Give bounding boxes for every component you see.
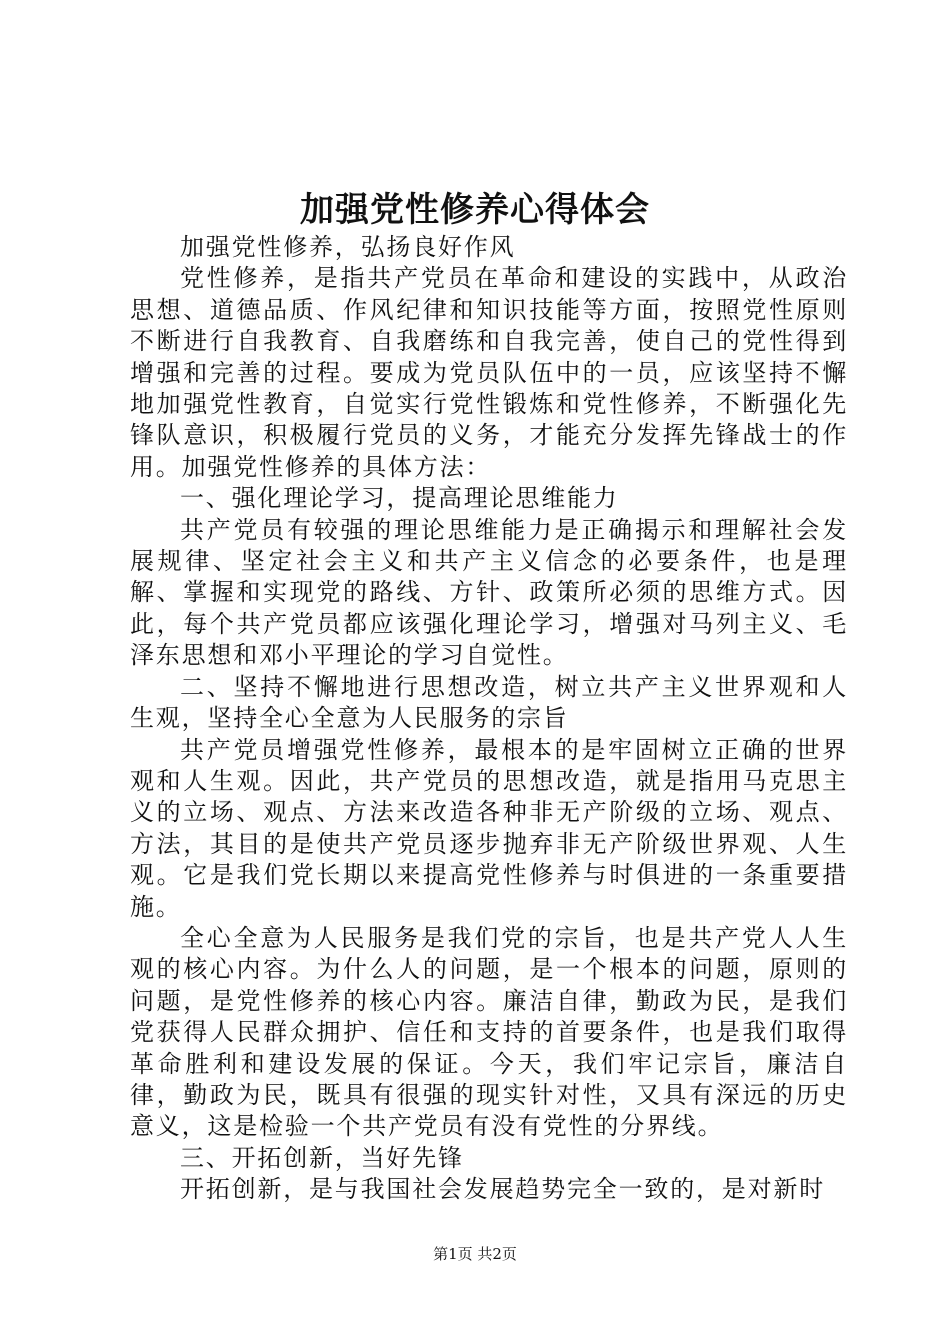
document-body xyxy=(130,232,848,1206)
paragraph-section-1: 共产党员有较强的理论思维能力是正确揭示和理解社会发展规律、坚定社会主义和共产主义信念的必要条件，也是理解、掌握和实现党的路线、方针、政策所必须的思维方式。因此，每个共产党员都应该强化理论学习，增强对马列主义、毛泽东思想和邓小平理论的学习自觉性。 xyxy=(130,515,848,670)
document-title: 加强党性修养心得体会 xyxy=(300,190,650,230)
page-footer: 第1页 共2页 xyxy=(433,1245,517,1263)
section-heading-2: 二、坚持不懈地进行思想改造，树立共产主义世界观和人生观，坚持全心全意为人民服务的宗旨 xyxy=(130,672,848,733)
paragraph-subtitle: 加强党性修养，弘扬良好作风 xyxy=(180,233,516,261)
section-heading-1: 一、强化理论学习，提高理论思维能力 xyxy=(180,484,619,513)
paragraph-section-2b: 全心全意为人民服务是我们党的宗旨，也是共产党人人生观的核心内容。为什么人的问题，是一个根本的问题，原则的问题，是党性修养的核心内容。廉洁自律，勤政为民，是我们党获得人民群众拥护、信任和支持的首要条件，也是我们取得革命胜利和建设发展的保证。今天，我们牢记宗旨，廉洁自律，勤政为民，既具有很强的现实针对性，又具有深远的历史意义，这是检验一个共产党员有没有党性的分界线。 xyxy=(130,923,848,1141)
section-heading-3: 三、开拓创新，当好先锋 xyxy=(180,1143,464,1172)
paragraph-intro: 党性修养，是指共产党员在革命和建设的实践中，从政治思想、道德品质、作风纪律和知识技能等方面，按照党性原则不断进行自我教育、自我磨练和自我完善，使自己的党性得到增强和完善的过程。要成为党员队伍中的一员，应该坚持不懈地加强党性教育，自觉实行党性锻炼和党性修养，不断强化先锋队意识，积极履行党员的义务，才能充分发挥先锋战士的作用。加强党性修养的具体方法： xyxy=(130,264,848,481)
paragraph-section-2a: 共产党员增强党性修养，最根本的是牢固树立正确的世界观和人生观。因此，共产党员的思想改造，就是指用马克思主义的立场、观点、方法来改造各种非无产阶级的立场、观点、方法，其目的是使共产党员逐步抛弃非无产阶级世界观、人生观。它是我们党长期以来提高党性修养与时俱进的一条重要措施。 xyxy=(130,735,848,921)
paragraph-section-3: 开拓创新，是与我国社会发展趋势完全一致的，是对新时 xyxy=(180,1175,825,1204)
